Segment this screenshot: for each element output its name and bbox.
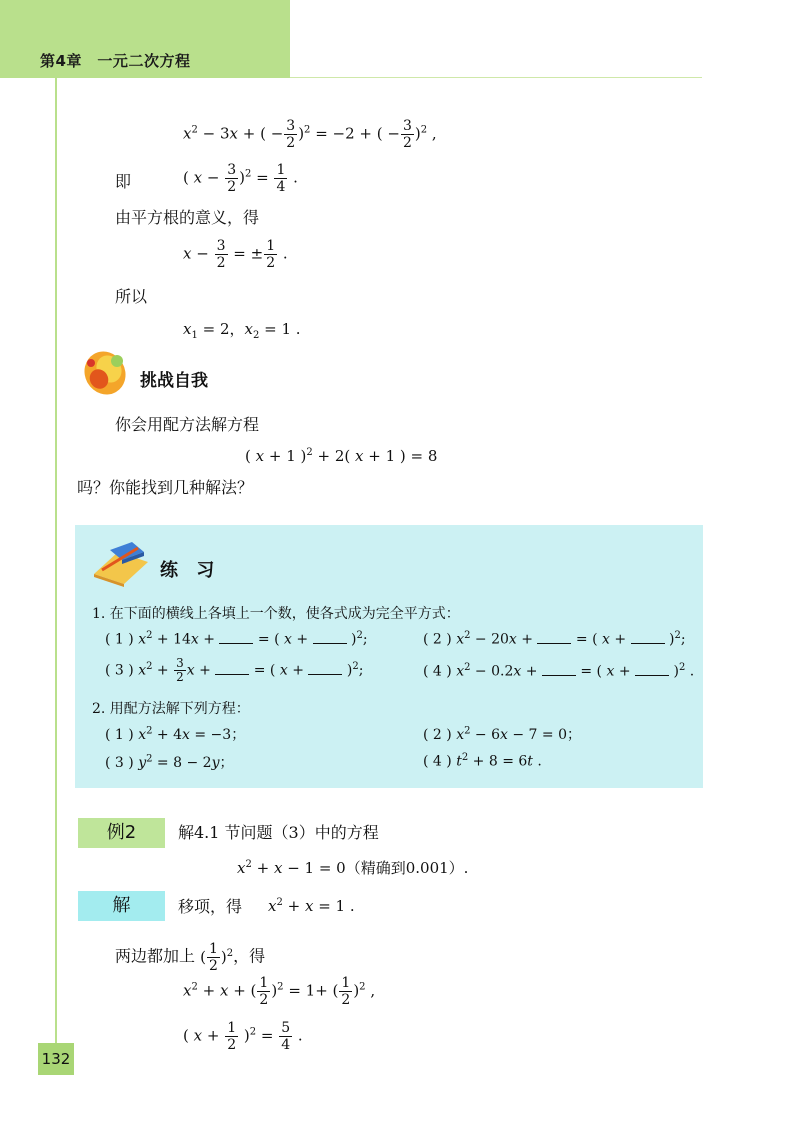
equation-line-2: ( x − $\frac{3}{2}$ )$^2$ = $\frac{1}{4}$ . bbox=[183, 162, 298, 195]
equation-line-3: x − $\frac{3}{2}$ = ± $\frac{1}{2}$ . bbox=[183, 238, 288, 271]
step-by-square-root: 由平方根的意义，得 bbox=[115, 208, 260, 227]
example-precision-note: （精确到0.001）. bbox=[345, 859, 469, 877]
solution-add-text: 两边都加上 bbox=[115, 946, 196, 966]
practice-1-item-4: ( 4 ) $x^2 - 0.2x$ + = ( x + )$^2$ . bbox=[423, 662, 695, 680]
practice-2-item-4: ( 4 ) $t^2 + 8 = 6t$ . bbox=[423, 752, 542, 770]
puzzle-disc-icon bbox=[77, 345, 133, 399]
challenge-question: 你会用配方法解方程 bbox=[115, 415, 260, 434]
practice-2-item-3: ( 3 ) $y^2 = 8 - 2y$； bbox=[105, 753, 234, 771]
practice-1-item-1: ( 1 ) $x^2 + 14x$ + = ( x + )$^2$; bbox=[105, 630, 368, 648]
page-number: 132 bbox=[38, 1043, 74, 1075]
solution-add-both-sides: 两边都加上 ( $\frac{1}{2}$ )$^2$，得 bbox=[115, 941, 266, 974]
header-rule bbox=[290, 77, 702, 78]
solution-equation-1: $x^2 + x$ + ( $\frac{1}{2}$ )$^2$ = 1+ ( $\frac{1}{2}$ )$^2$ , bbox=[183, 975, 376, 1008]
practice-question-2: 2. 用配方法解下列方程： bbox=[92, 701, 250, 717]
example-equation: $x^2 + x - 1 = 0$（精确到0.001）. bbox=[237, 859, 469, 877]
step-label-that-is: 即 bbox=[115, 172, 132, 191]
book-pencil-icon bbox=[88, 540, 154, 588]
challenge-title: 挑战自我 bbox=[140, 371, 208, 391]
solution-equation-moved: $x^2 + x = 1$ . bbox=[268, 897, 355, 915]
solution-get-text: ，得 bbox=[233, 946, 266, 966]
practice-1-item-2: ( 2 ) $x^2 - 20x$ + = ( x + )$^2$; bbox=[423, 630, 686, 648]
chapter-title: 第4章 一元二次方程 bbox=[40, 52, 191, 70]
equation-roots: $x_1 = 2$，$x_2 = 1$ . bbox=[183, 320, 301, 341]
challenge-equation: ( x + 1 )$^2$ + 2( x + 1 ) = 8 bbox=[245, 447, 438, 465]
example-text: 解4.1 节问题（3）中的方程 bbox=[178, 823, 379, 842]
example-label: 例2 bbox=[78, 818, 165, 848]
practice-question-1: 1. 在下面的横线上各填上一个数，使各式成为完全平方式： bbox=[92, 606, 460, 622]
equation-line-1: $x^2 - 3x$ + ( − $\frac{3}{2}$ )$^2$ = −2 + ( − $\frac{3}{2}$ )$^2$ , bbox=[183, 118, 437, 151]
practice-title: 练 习 bbox=[160, 560, 221, 581]
margin-rule bbox=[55, 78, 57, 1043]
practice-2-item-2: ( 2 ) $x^2 - 6x - 7 = 0$； bbox=[423, 725, 581, 743]
solution-label: 解 bbox=[78, 891, 165, 921]
challenge-followup: 吗？你能找到几种解法？ bbox=[77, 478, 254, 497]
solution-equation-2: ( x + $\frac{1}{2}$ )$^2$ = $\frac{5}{4}$ . bbox=[183, 1020, 303, 1053]
practice-1-item-3: ( 3 ) $x^2$ + $\frac{3}{2}$ x + = ( x + )$^2$; bbox=[105, 656, 364, 684]
practice-2-item-1: ( 1 ) $x^2 + 4x = -3$； bbox=[105, 725, 246, 743]
solution-move-terms: 移项，得 bbox=[178, 897, 243, 916]
step-label-so: 所以 bbox=[115, 287, 148, 306]
